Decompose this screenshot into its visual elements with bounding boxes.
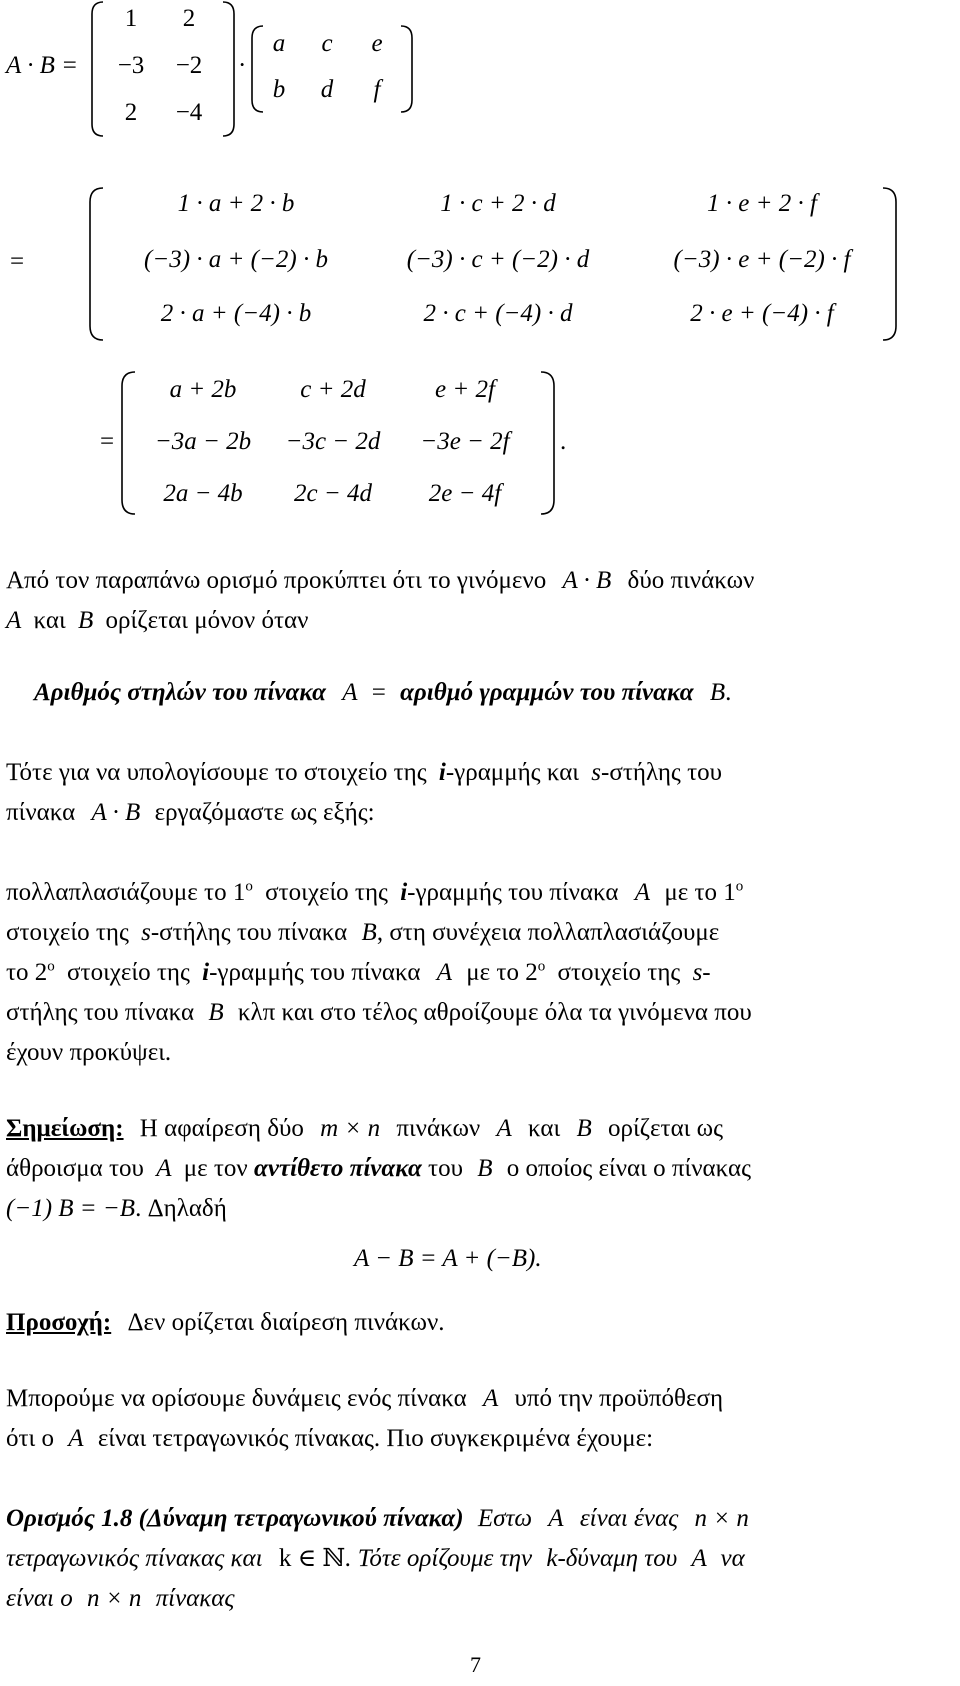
superscript: ο — [537, 958, 546, 975]
matrix-result-left-bracket — [120, 370, 136, 516]
para3-line3 — [6, 957, 711, 989]
matrix-b-cell: d — [320, 76, 334, 103]
definition-line1 — [6, 1503, 749, 1535]
matrix-a-cell: 2 — [182, 5, 196, 32]
matrix-expanded — [106, 190, 896, 340]
text: -δύναμη του — [557, 1545, 678, 1572]
text: -γραμμής και — [445, 759, 580, 786]
math-b: B — [709, 679, 726, 706]
matrix-a-right-bracket — [222, 0, 236, 138]
text: είναι τετραγωνικός πίνακας. Πιο συγκεκριμένα έχουμε: — [97, 1425, 654, 1452]
math-nn: n × n — [86, 1585, 142, 1612]
text: - — [702, 959, 711, 986]
text: με το 1 — [664, 879, 736, 906]
para3-line4 — [6, 997, 752, 1029]
text: Αριθμός στηλών του πίνακα — [34, 679, 326, 706]
text: υπό την προϋπόθεση — [514, 1385, 724, 1412]
math-b: B — [361, 919, 377, 946]
note-line1 — [6, 1113, 723, 1145]
para2-line1 — [6, 757, 722, 789]
math-b: B — [576, 1115, 592, 1142]
text: αριθμό γραμμών του πίνακα — [400, 679, 694, 706]
math-a: A — [436, 959, 453, 986]
eq3-period: . — [560, 428, 567, 455]
expanded-cell: (−3) · a + (−2) · b — [144, 246, 328, 273]
math-a: A — [342, 679, 358, 706]
math-b: B — [77, 607, 94, 634]
result-cell: −3a − 2b — [154, 428, 252, 455]
math-i: i — [400, 879, 408, 906]
text: είναι ο — [6, 1585, 73, 1612]
matrix-b-right-bracket — [400, 24, 414, 114]
text: και — [528, 1115, 561, 1142]
para4-line2 — [6, 1423, 653, 1455]
matrix-b-cell: f — [373, 76, 381, 103]
matrix-result-right-bracket — [540, 370, 556, 516]
multiply-dot: · — [238, 52, 247, 79]
para4-line1 — [6, 1383, 723, 1415]
math-a: A — [496, 1115, 512, 1142]
math-s: s — [591, 759, 602, 786]
math-i: i — [202, 959, 210, 986]
math-neg-b: (−1) B = −B — [6, 1195, 136, 1222]
text: πινάκων — [396, 1115, 481, 1142]
math-b: B — [477, 1155, 493, 1182]
text: ορίζεται ως — [607, 1115, 724, 1142]
math-ab: A · B — [91, 799, 141, 826]
math-b: B — [208, 999, 224, 1026]
math-i: i — [438, 759, 446, 786]
eq3-equals: = — [100, 428, 115, 455]
text: Δεν ορίζεται διαίρεση πινάκων. — [127, 1309, 445, 1336]
para3-line1 — [6, 877, 743, 909]
matrix-a-cell: −3 — [117, 52, 145, 79]
text: στοιχείο της — [6, 919, 129, 946]
text: Μπορούμε να ορίσουμε δυνάμεις ενός πίνακα — [6, 1385, 467, 1412]
para1-line2 — [6, 605, 308, 637]
result-cell: 2c − 4d — [294, 480, 372, 507]
math-a: A — [482, 1385, 499, 1412]
text: στοιχείο της — [265, 879, 388, 906]
text: κλπ και στο τέλος αθροίζουμε όλα τα γινόμενα που — [237, 999, 752, 1026]
para2-line2 — [6, 797, 375, 829]
result-cell: 2e − 4f — [428, 480, 502, 507]
definition-line3 — [6, 1583, 235, 1615]
math-s: s — [692, 959, 703, 986]
text: -στήλης του πίνακα — [150, 919, 348, 946]
text: -γραμμής του πίνακα — [407, 879, 619, 906]
text: με το 2 — [466, 959, 538, 986]
eq1-lhs: A · B = — [6, 52, 78, 79]
matrix-expanded-right-bracket — [882, 186, 898, 342]
expanded-cell: 1 · c + 2 · d — [440, 190, 556, 217]
matrix-b-left-bracket — [250, 24, 264, 114]
definition-title: Ορισμός 1.8 (Δύναμη τετραγωνικού πίνακα) — [6, 1505, 464, 1532]
matrix-b-cell: a — [272, 30, 286, 57]
matrix-expanded-left-bracket — [88, 186, 104, 342]
para3-line2 — [6, 917, 719, 949]
text: ότι ο — [6, 1425, 55, 1452]
math-s: s — [141, 919, 151, 946]
superscript: ο — [245, 878, 253, 895]
para3-line5 — [6, 1037, 171, 1069]
caution-label: Προσοχή: — [6, 1309, 112, 1336]
matrix-result — [138, 376, 558, 516]
math-a: A — [548, 1505, 564, 1532]
result-cell: c + 2d — [300, 376, 366, 403]
matrix-a-cell: −2 — [175, 52, 203, 79]
matrix-b-cell: c — [321, 30, 333, 57]
expanded-cell: (−3) · c + (−2) · d — [406, 246, 590, 273]
equals-sign: = — [371, 679, 386, 706]
text: . Δηλαδή — [135, 1195, 227, 1222]
math-a: A — [6, 607, 22, 634]
page-number: 7 — [470, 1652, 481, 1677]
text: Από τον παραπάνω ορισμό προκύπτει ότι το γινόμενο — [6, 567, 547, 594]
expanded-cell: 2 · c + (−4) · d — [423, 300, 573, 327]
text: και — [33, 607, 66, 634]
matrix-b — [264, 26, 404, 112]
matrix-b-cell: e — [371, 30, 383, 57]
math-k: k — [546, 1545, 558, 1572]
text: Εστω — [477, 1505, 533, 1532]
text: με τον — [183, 1155, 248, 1182]
note-line2 — [6, 1153, 751, 1185]
result-cell: 2a − 4b — [163, 480, 243, 507]
result-cell: e + 2f — [435, 376, 495, 403]
result-cell: a + 2b — [169, 376, 237, 403]
superscript: ο — [735, 878, 744, 895]
text: ορίζεται μόνον όταν — [105, 607, 309, 634]
math-a: A — [68, 1425, 84, 1452]
math-a: A — [156, 1155, 172, 1182]
text: εργαζόμαστε ως εξής: — [154, 799, 375, 826]
caution-line — [6, 1307, 445, 1339]
definition-line2 — [6, 1543, 745, 1575]
matrix-a-cell: −4 — [175, 99, 203, 126]
math-nn: n × n — [694, 1505, 749, 1532]
expanded-cell: 1 · e + 2 · f — [707, 190, 817, 217]
text: . Τότε ορίζουμε την — [345, 1545, 533, 1572]
math-ab: A · B — [562, 567, 612, 594]
text: έχουν προκύψει. — [6, 1039, 172, 1066]
expanded-cell: 2 · a + (−4) · b — [160, 300, 312, 327]
text: -γραμμής του πίνακα — [209, 959, 421, 986]
note-line3 — [6, 1193, 227, 1225]
condition-line — [34, 677, 731, 709]
result-cell: −3c − 2d — [285, 428, 381, 455]
bold-term: αντίθετο πίνακα — [253, 1155, 422, 1182]
text: -στήλης του — [601, 759, 723, 786]
math-k-in-n: k ∈ ℕ — [278, 1545, 346, 1572]
text: στοιχείο της — [67, 959, 190, 986]
expanded-cell: 1 · a + 2 · b — [177, 190, 295, 217]
math-a: A — [634, 879, 651, 906]
text: πίνακας — [155, 1585, 235, 1612]
text: άθροισμα του — [6, 1155, 144, 1182]
eq2-equals: = — [10, 248, 25, 275]
text: Η αφαίρεση δύο — [139, 1115, 304, 1142]
text: πολλαπλασιάζουμε το 1 — [6, 879, 246, 906]
note-display-equation: A − B = A + (−B). — [354, 1245, 542, 1272]
text: πίνακα — [6, 799, 76, 826]
result-cell: −3e − 2f — [420, 428, 510, 455]
matrix-a — [106, 2, 222, 136]
superscript: ο — [47, 958, 55, 975]
matrix-a-cell: 1 — [124, 5, 138, 32]
text: τετραγωνικός πίνακας και — [6, 1545, 263, 1572]
text: δύο πινάκων — [627, 567, 755, 594]
text: ο οποίος είναι ο πίνακας — [506, 1155, 751, 1182]
math-a: A — [691, 1545, 707, 1572]
text: να — [720, 1545, 745, 1572]
note-label: Σημείωση: — [6, 1115, 124, 1142]
text: στήλης του πίνακα — [6, 999, 195, 1026]
expanded-cell: (−3) · e + (−2) · f — [673, 246, 851, 273]
text: στοιχείο της — [557, 959, 681, 986]
para1-line1 — [6, 565, 754, 597]
matrix-a-cell: 2 — [124, 99, 138, 126]
expanded-cell: 2 · e + (−4) · f — [690, 300, 834, 327]
text: του — [428, 1155, 463, 1182]
math-mn: m × n — [320, 1115, 381, 1142]
text: είναι ένας — [579, 1505, 679, 1532]
text: Τότε για να υπολογίσουμε το στοιχείο της — [6, 759, 427, 786]
text: το 2 — [6, 959, 48, 986]
matrix-a-left-bracket — [90, 0, 104, 138]
text: . — [725, 679, 732, 706]
text: , στη συνέχεια πολλαπλασιάζουμε — [376, 919, 720, 946]
matrix-b-cell: b — [272, 76, 286, 103]
